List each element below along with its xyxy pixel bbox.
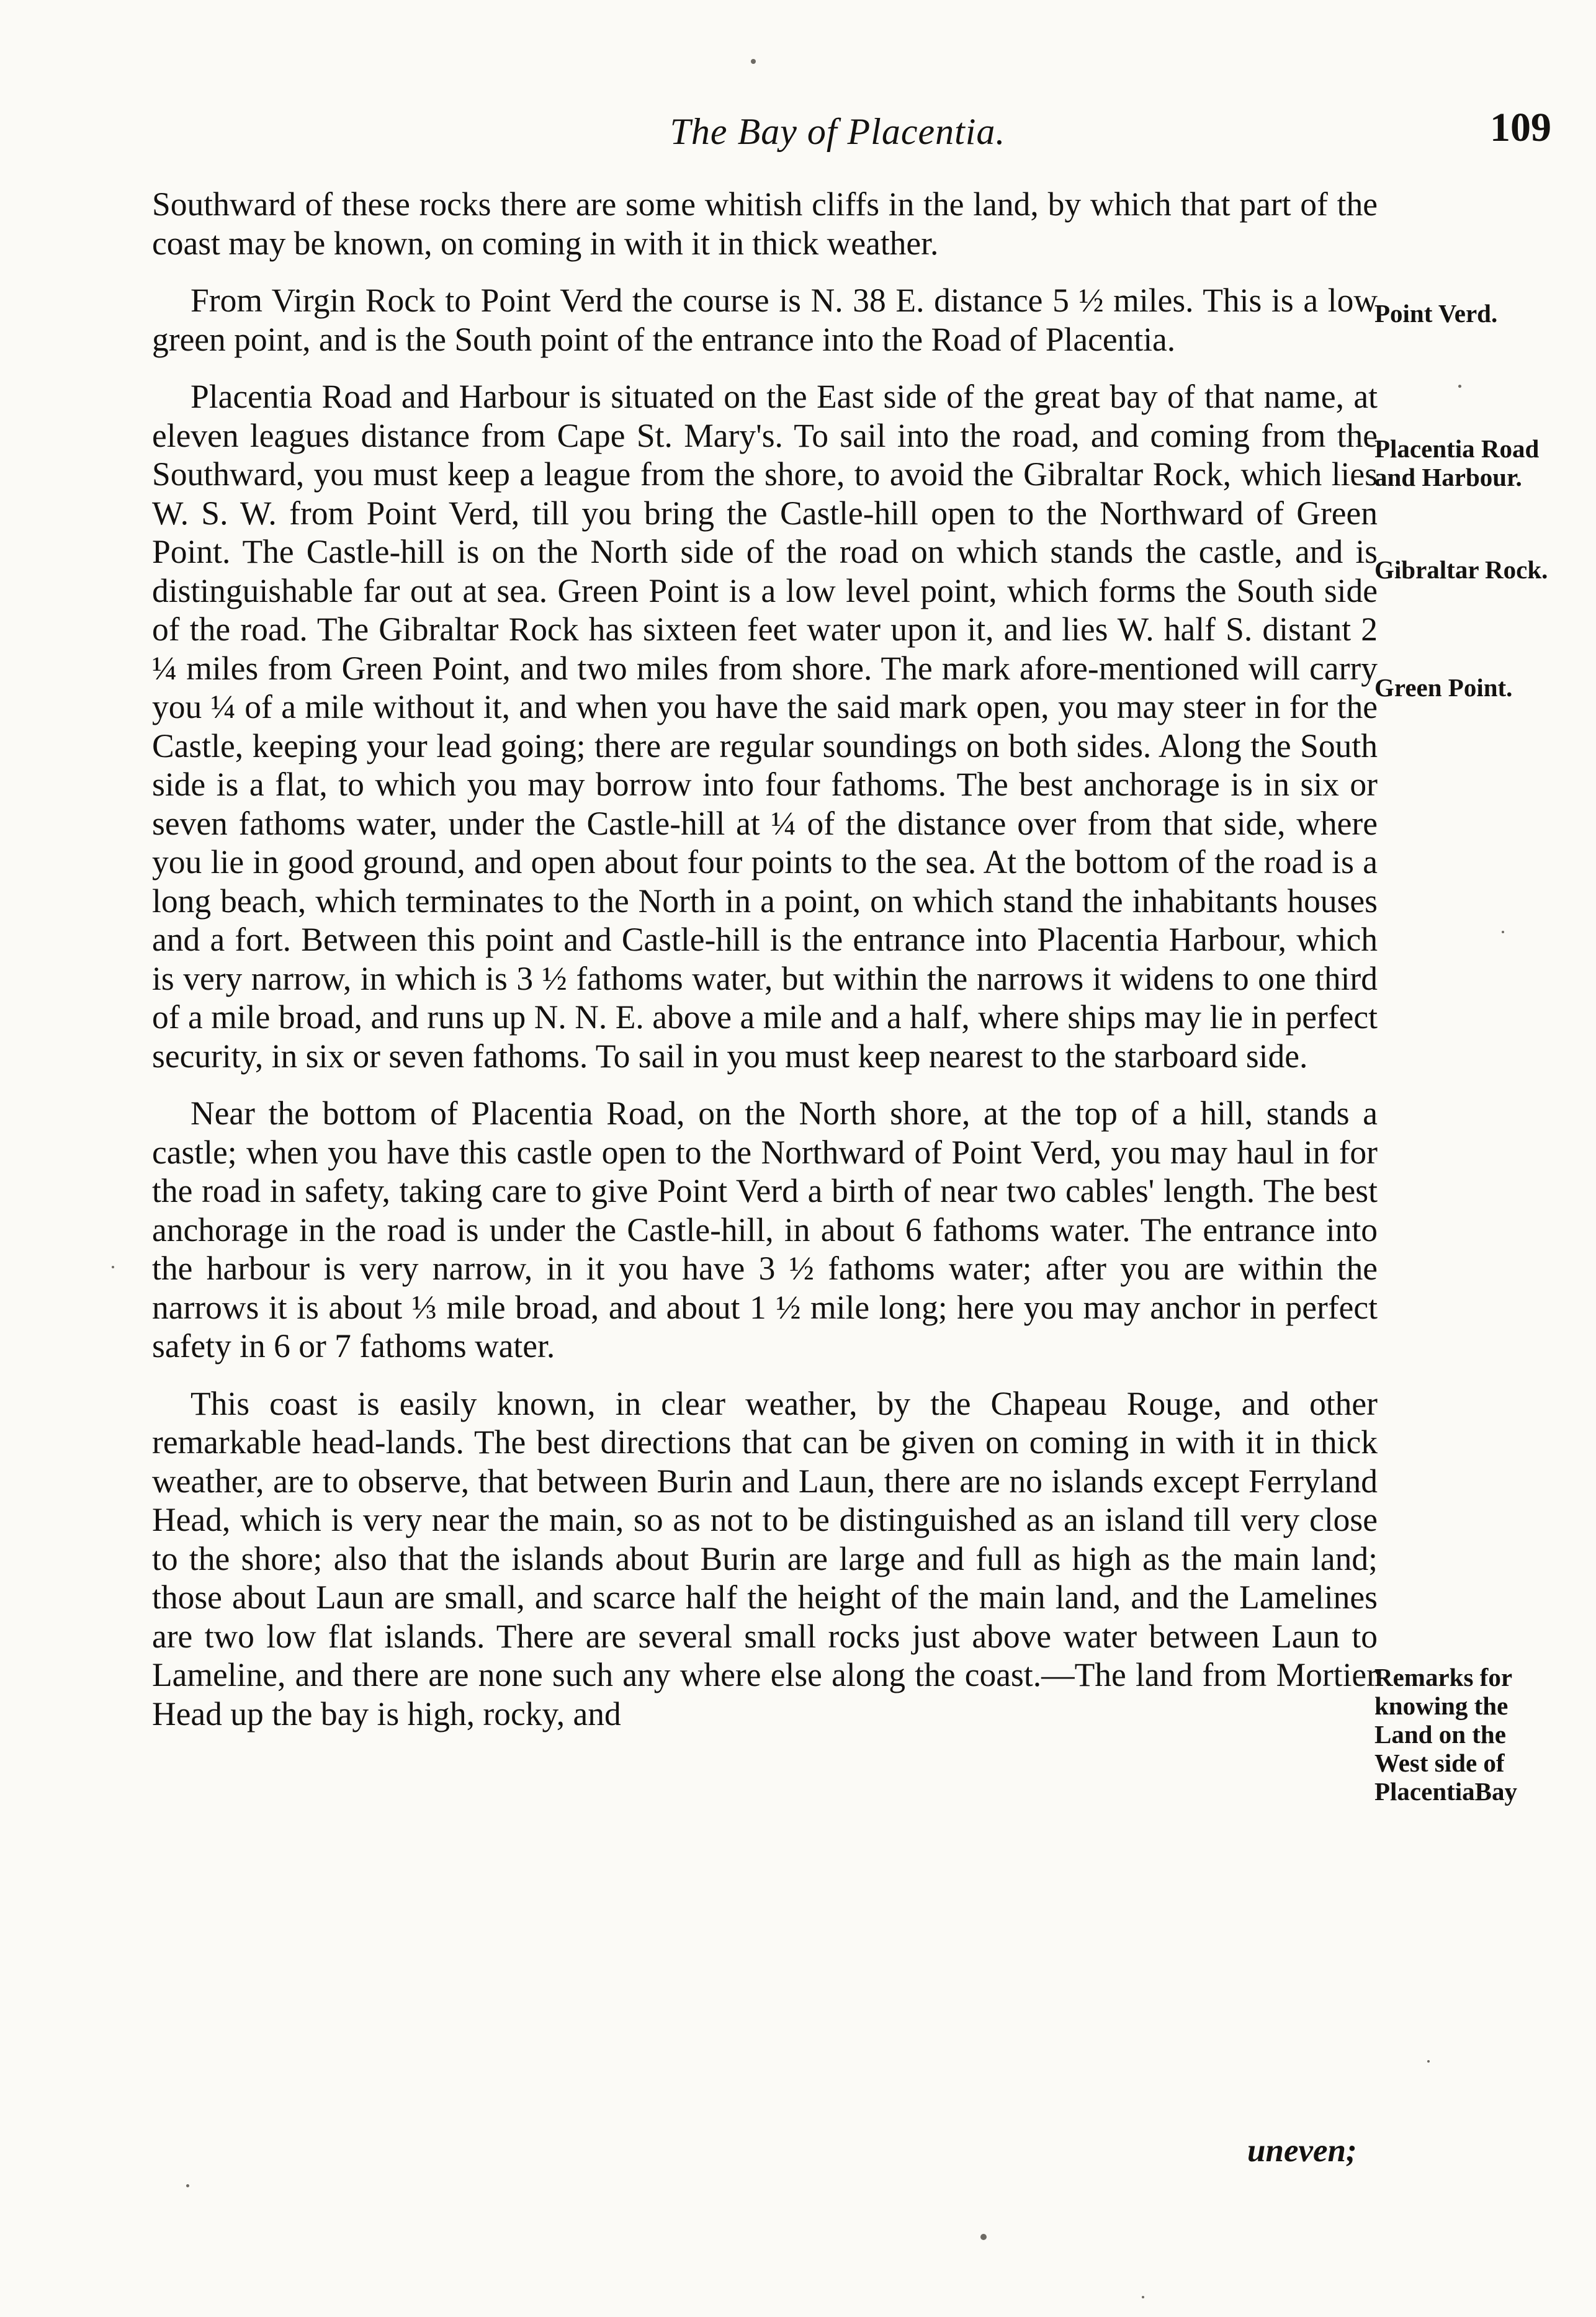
running-title: The Bay of Placentia. bbox=[670, 111, 1006, 152]
paragraph-placentia-road-harbour: Placentia Road and Harbour is situated on the East side of the great bay of that name, at eleven leagues distance from Cape St. Mary's. To sail into the road, and coming from the Southward, you must keep a league from the shore, to avoid the Gibraltar Rock, which lies W. S. W. from Point Verd, till you bring the Castle-hill open to the Northward of Green Point. The Castle-hill is on the North side of the road on which stands the castle, and is distinguishable far out at sea. Green Point is a low level point, which forms the South side of the road. The Gibraltar Rock has sixteen feet water upon it, and lies W. half S. distant 2 ¼ miles from Green Point, and two miles from shore. The mark afore-mentioned will carry you ¼ of a mile without it, and when you have the said mark open, you may steer in for the Castle, keeping your lead going; there are regular soundings on both sides. Along the South side is a flat, to which you may borrow into four fathoms. The best anchorage is in six or seven fathoms water, under the Castle-hill at ¼ of the distance over from that side, where you lie in good ground, and open about four points to the sea. At the bottom of the road is a long beach, which terminates to the North in a point, on which stand the inhabitants houses and a fort. Between this point and Castle-hill is the entrance into Placentia Harbour, which is very narrow, in which is 3 ½ fathoms water, but within the narrows it widens to one third of a mile broad, and runs up N. N. E. above a mile and a half, where ships may lie in perfect security, in six or seven fathoms. To sail in you must keep nearest to the starboard side. bbox=[152, 378, 1378, 1075]
paragraph-coast-remarks: This coast is easily known, in clear weather, by the Chapeau Rouge, and other remarkable head-lands. The best directions that can be given on coming in with it in thick weather, are to observe, that between Burin and Laun, there are no islands except Ferryland Head, which is very near the main, so as not to be distinguished as an island till very close to the shore; also that the islands about Burin are large and full as high as the main land; those about Laun are small, and scarce half the height of the main land, and the Lamelines are two low flat islands. There are several small rocks just above water between Laun to Lameline, and there are none such any where else along the coast.—The land from Mortier Head up the bay is high, rocky, and bbox=[152, 1384, 1378, 1732]
margin-note-green-point: Green Point. bbox=[1374, 673, 1513, 702]
paragraph-point-verd: From Virgin Rock to Point Verd the course is N. 38 E. distance 5 ½ miles. This is a low green point, and is the South point of the entrance into the Road of Placentia. bbox=[152, 282, 1378, 358]
page-header bbox=[155, 105, 1551, 173]
catchword: uneven; bbox=[1247, 2133, 1357, 2169]
paragraph-castle: Near the bottom of Placentia Road, on the North shore, at the top of a hill, stands a castle; when you have this castle open to the Northward of Point Verd, you may haul in for the road in safety, taking care to give Point Verd a birth of near two cables' length. The best anchorage in the road is under the Castle-hill, in about 6 fathoms water. The entrance into the harbour is very narrow, in it you have 3 ½ fathoms water; after you are within the narrows it is about ⅓ mile broad, and about 1 ½ mile long; here you may anchor in perfect safety in 6 or 7 fathoms water. bbox=[152, 1095, 1378, 1365]
margin-note-point-verd: Point Verd. bbox=[1374, 299, 1498, 328]
body-text bbox=[152, 185, 1378, 1733]
page-number: 109 bbox=[1490, 105, 1551, 150]
margin-note-gibraltar-rock: Gibraltar Rock. bbox=[1374, 555, 1548, 584]
paragraph-whitish-cliffs: Southward of these rocks there are some whitish cliffs in the land, by which that part of the coast may be known, on coming in with it in thick weather. bbox=[152, 186, 1378, 262]
margin-note-remarks: Remarks for knowing the Land on the West side of PlacentiaBay bbox=[1374, 1663, 1518, 1806]
margin-note-placentia-road: Placentia Road and Harbour. bbox=[1374, 434, 1540, 491]
